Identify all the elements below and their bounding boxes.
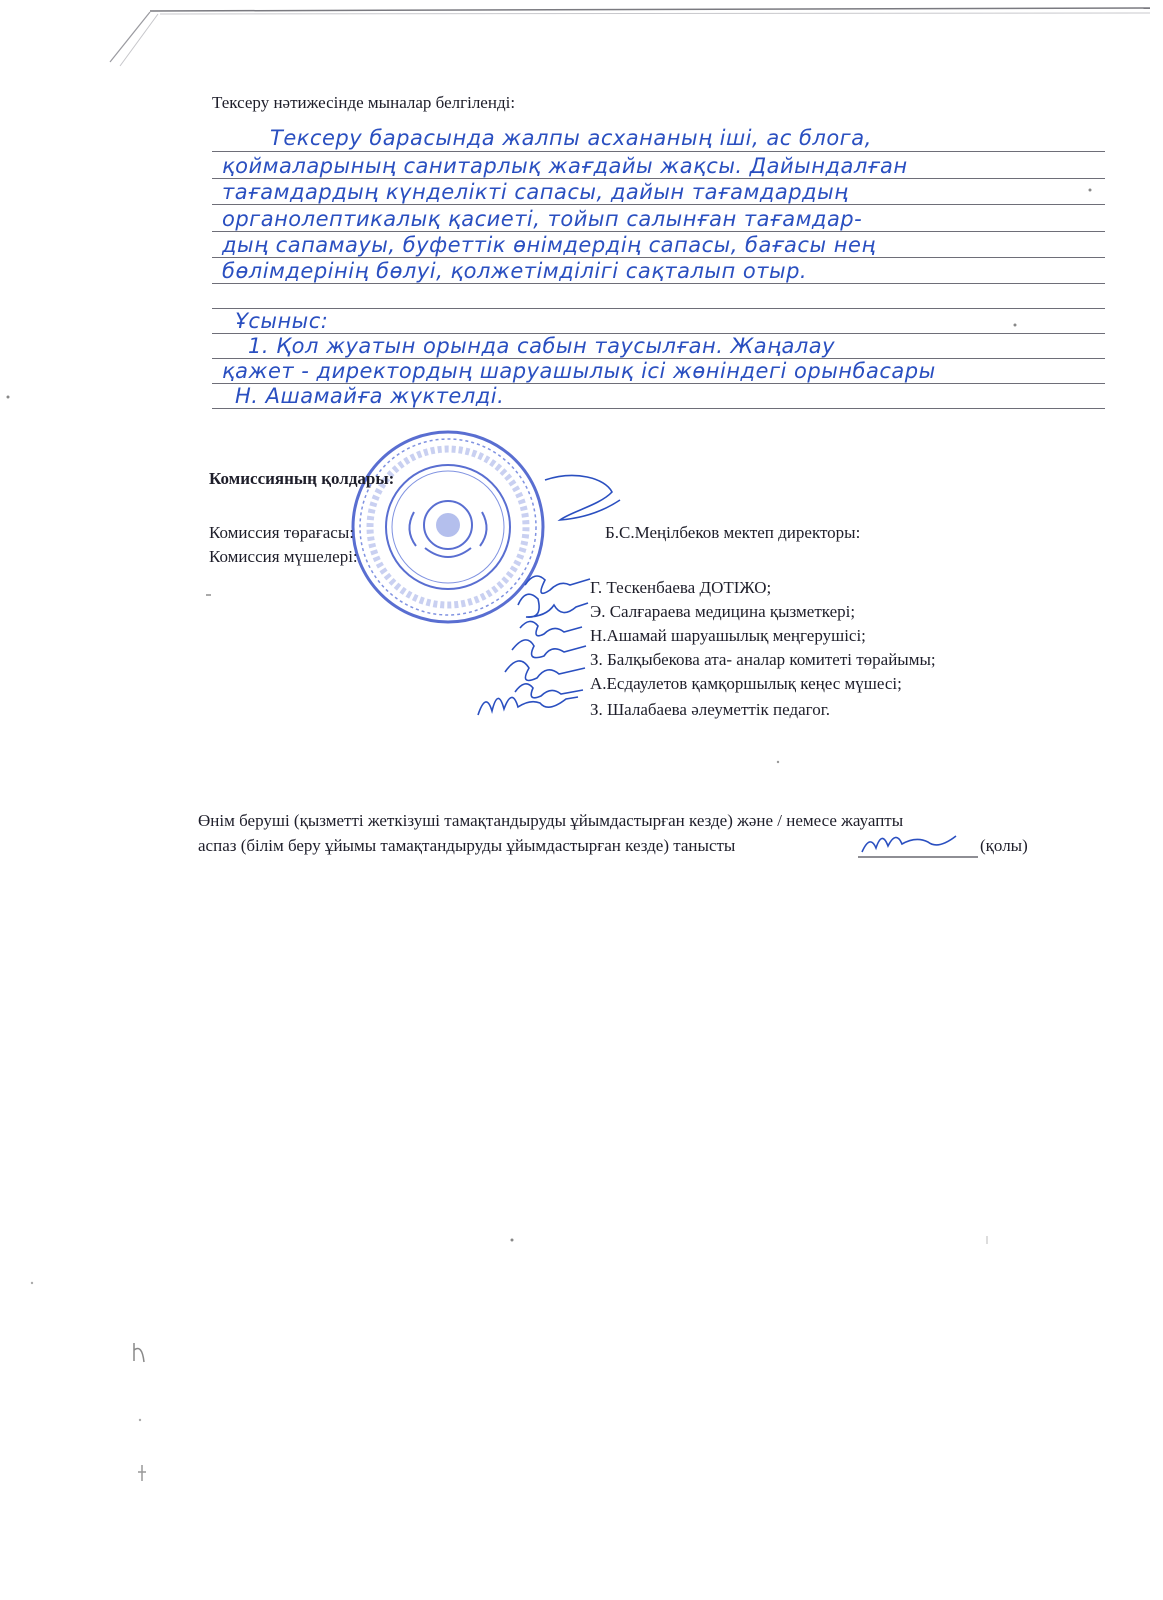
handwritten-line: бөлімдерінің бөлуі, қолжетімділігі сақталып отыр. xyxy=(222,259,808,283)
chair-name: Б.С.Меңілбеков мектеп директоры: xyxy=(605,523,861,542)
member-item: Н.Ашамай шаруашылық меңгерушісі; xyxy=(590,626,866,645)
intro-text: Тексеру нәтижесінде мыналар белгіленді: xyxy=(212,93,516,112)
official-seal-icon xyxy=(353,432,543,622)
handwritten-line: дың сапамауы, буфеттік өнімдердің сапасы, бағасы нең xyxy=(222,233,876,257)
ruled-line xyxy=(212,283,1105,284)
ruled-line xyxy=(212,204,1105,205)
handwritten-line: 1. Қол жуатын орында сабын таусылған. Жаңалау xyxy=(248,334,836,358)
member-item: З. Балқыбекова ата- аналар комитеті төрайымы; xyxy=(590,650,936,669)
member-item: З. Шалабаева әлеуметтік педагог. xyxy=(590,700,831,719)
footer-signature-caption: (қолы) xyxy=(980,836,1028,855)
handwritten-line: қажет - директордың шаруашылық ісі жөніндегі орынбасары xyxy=(222,359,936,383)
handwritten-line: Ұсыныс: xyxy=(235,309,329,333)
ruled-line xyxy=(212,408,1105,409)
handwritten-line: тағамдардың күнделікті сапасы, дайын тағамдардың xyxy=(222,180,849,204)
members-label: Комиссия мүшелері: xyxy=(209,547,358,566)
footer-line-2 xyxy=(198,835,735,857)
ruled-line xyxy=(212,151,1105,152)
ruled-line xyxy=(212,178,1105,179)
member-item: А.Есдаулетов қамқоршылық кеңес мүшесі; xyxy=(590,674,902,693)
handwritten-line: Тексеру барасында жалпы асхананың іші, ас блога, xyxy=(270,126,872,150)
ruled-line xyxy=(212,308,1105,309)
handwritten-line: қоймаларының санитарлық жағдайы жақсы. Дайындалған xyxy=(222,154,908,178)
footer-line-1: Өнім беруші (қызметті жеткізуші тамақтандыруды ұйымдастырған кезде) және / немесе жауапты xyxy=(198,811,904,830)
member-item: Э. Салғараева медицина қызметкері; xyxy=(590,602,856,621)
handwritten-line: органолептикалық қасиеті, тойып салынған тағамдар- xyxy=(222,207,863,231)
signatures-heading: Комиссияның қолдары: xyxy=(209,469,395,488)
footer-signature xyxy=(862,836,956,852)
ruled-line xyxy=(212,257,1105,258)
footer-text: аспаз (білім беру ұйымы тамақтандыруды ұйымдастырған кезде) танысты xyxy=(198,836,736,855)
chair-label: Комиссия төрағасы: xyxy=(209,523,354,542)
handwritten-line: Н. Ашамайға жүктелді. xyxy=(235,384,505,408)
member-item: Г. Тескенбаева ДОТІЖО; xyxy=(590,578,772,597)
ruled-line xyxy=(212,231,1105,232)
